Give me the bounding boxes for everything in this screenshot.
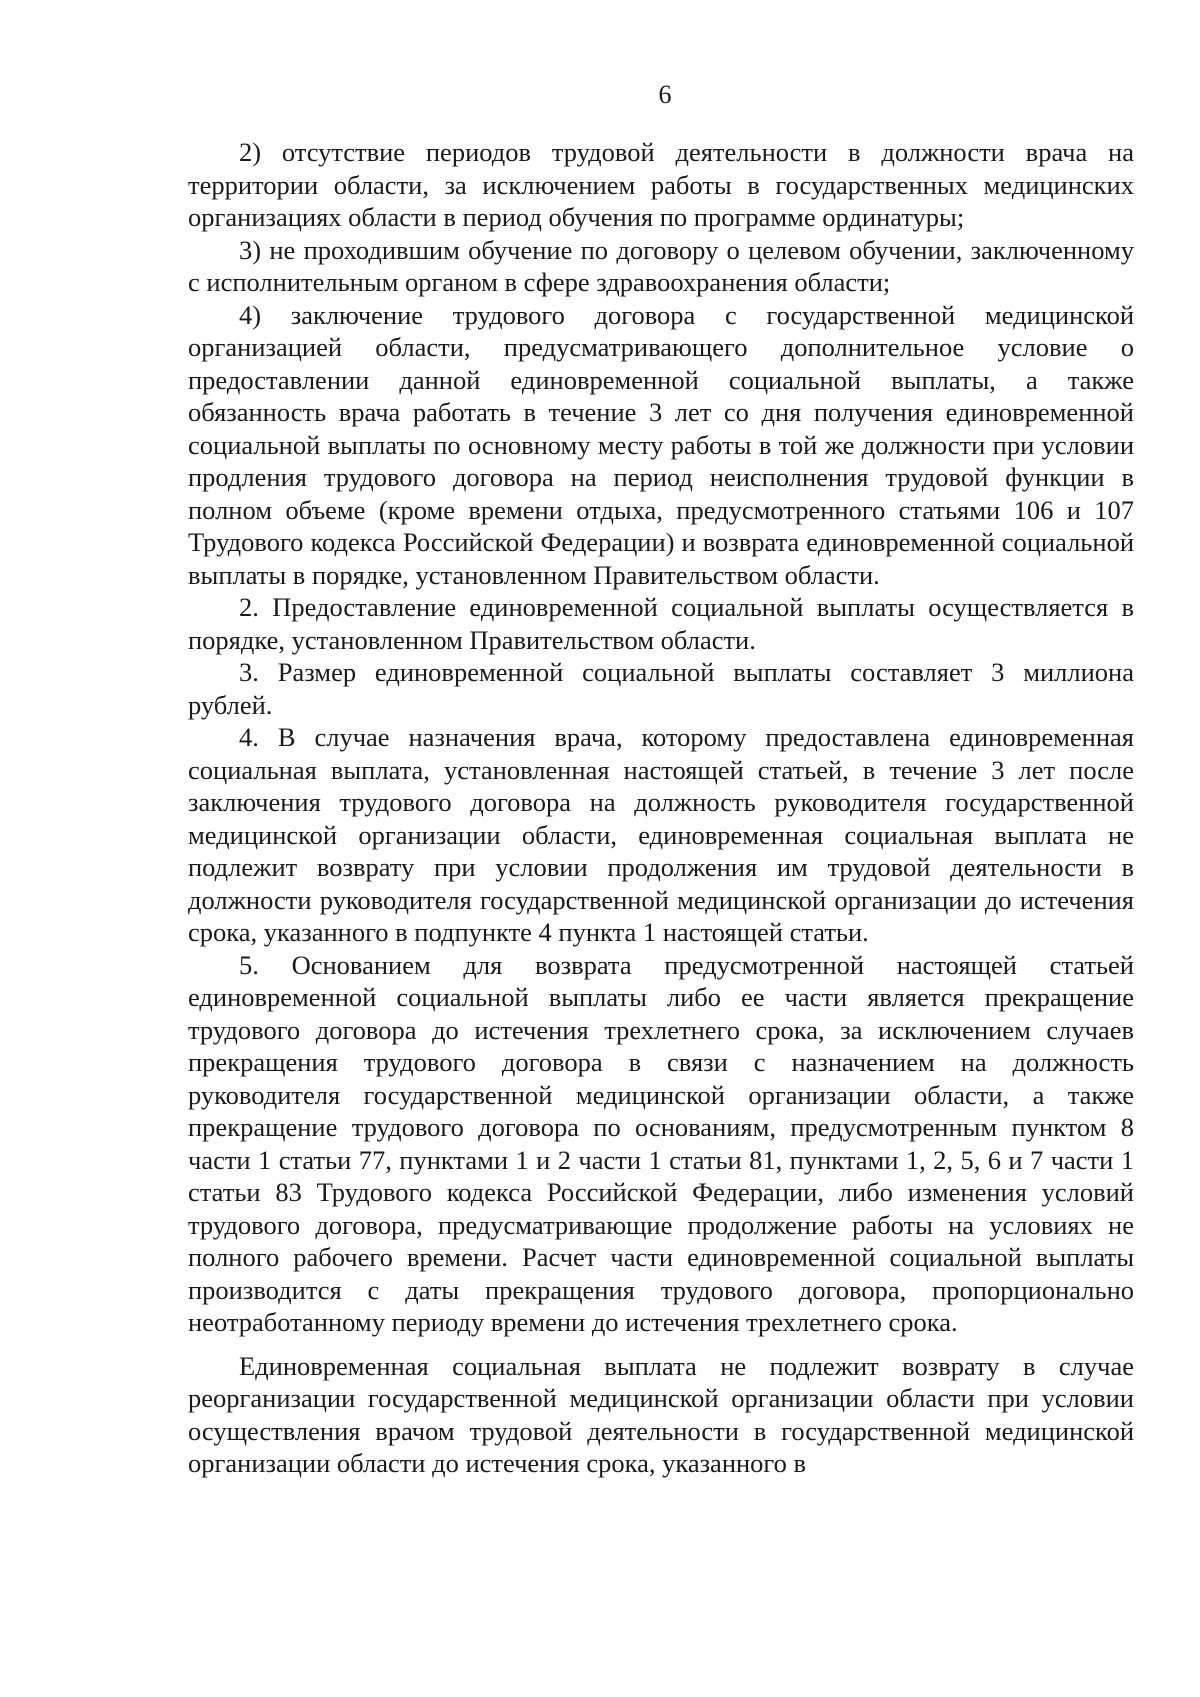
paragraph-clause-2: 2. Предоставление единовременной социальной выплаты осуществляется в порядке, установленном Правительством области.: [188, 592, 1134, 655]
paragraph-clause-3: 3. Размер единовременной социальной выплаты составляет 3 миллиона рублей.: [188, 657, 1134, 720]
paragraph-reorganization: Единовременная социальная выплата не подлежит возврату в случае реорганизации государственной медицинской организации области при условии осуществления врачом трудовой деятельности в государственной медицинской организации области до истечения срока, указанного в: [188, 1350, 1134, 1478]
paragraph-item-2: 2) отсутствие периодов трудовой деятельности в должности врача на территории области, за исключением работы в государственных медицинских организациях области в период обучения по программе ординатуры;: [188, 137, 1134, 232]
paragraph-clause-4: 4. В случае назначения врача, которому предоставлена единовременная социальная выплата, установленная настоящей статьей, в течение 3 лет после заключения трудового договора на должность руководителя государственной медицинской организации области, единовременная социальная выплата не подлежит возврату при условии продолжения им трудовой деятельности в должности руководителя государственной медицинской организации до истечения срока, указанного в подпункте 4 пункта 1 настоящей статьи.: [188, 722, 1134, 947]
paragraph-item-3: 3) не проходившим обучение по договору о целевом обучении, заключенному с исполнительным органом в сфере здравоохранения области;: [188, 234, 1134, 297]
page-number: 6: [658, 80, 672, 109]
paragraph-item-4: 4) заключение трудового договора с государственной медицинской организацией области, предусматривающего дополнительное условие о предоставлении данной единовременной социальной выплаты, а также обязанность врача работать в течение 3 лет со дня получения единовременной социальной выплаты по основному месту работы в той же должности при условии продления трудового договора на период неисполнения трудовой функции в полном объеме (кроме времени отдыха, предусмотренного статьями 106 и 107 Трудового кодекса Российской Федерации) и возврата единовременной социальной выплаты в порядке, установленном Правительством области.: [188, 299, 1134, 590]
paragraph-clause-5: 5. Основанием для возврата предусмотренной настоящей статьей единовременной социальной выплаты либо ее части является прекращение трудового договора до истечения трехлетнего срока, за исключением случаев прекращения трудового договора в связи с назначением на должность руководителя государственной медицинской организации области, а также прекращение трудового договора по основаниям, предусмотренным пунктом 8 части 1 статьи 77, пунктами 1 и 2 части 1 статьи 81, пунктами 1, 2, 5, 6 и 7 части 1 статьи 83 Трудового кодекса Российской Федерации, либо изменения условий трудового договора, предусматривающие продолжение работы на условиях не полного рабочего времени. Расчет части единовременной социальной выплаты производится с даты прекращения трудового договора, пропорционально неотработанному периоду времени до истечения трехлетнего срока.: [188, 949, 1134, 1337]
document-body: [188, 136, 1134, 1480]
